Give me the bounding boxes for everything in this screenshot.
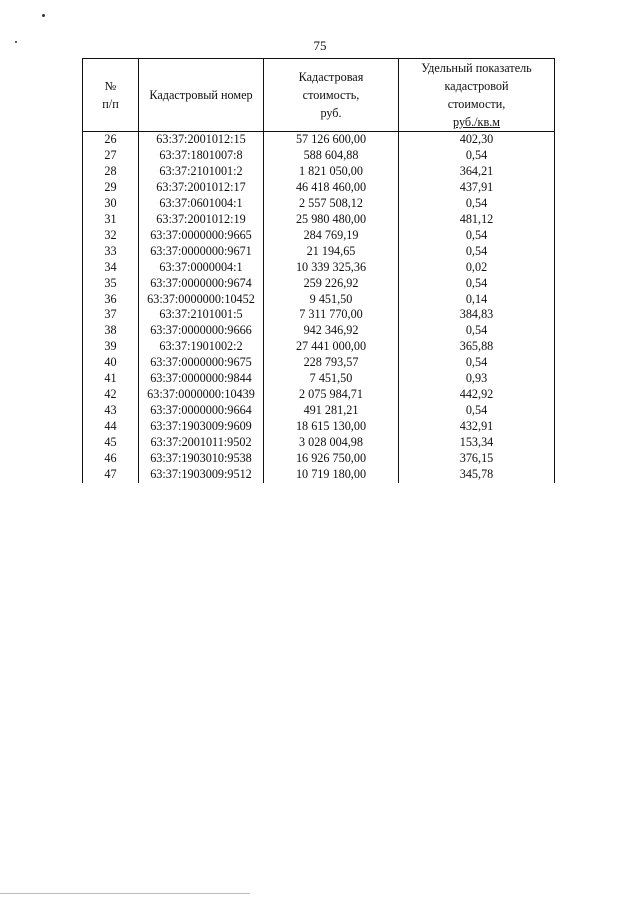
table-header-row: [83, 59, 555, 132]
specific-indicator-cell: 0,54: [399, 355, 555, 371]
row-number-cell: 31: [83, 212, 139, 228]
cadastral-number-cell: 63:37:0000000:9665: [139, 228, 264, 244]
cadastral-value-cell: 228 793,57: [264, 355, 399, 371]
specific-indicator-cell: 345,78: [399, 467, 555, 483]
header-specific-indicator: [399, 59, 555, 132]
row-number-cell: 36: [83, 292, 139, 308]
header-cadastral-value-line: руб.: [320, 106, 342, 120]
table-row: [83, 164, 555, 180]
cadastral-value-cell: 1 821 050,00: [264, 164, 399, 180]
header-cadastral-value-line: стоимость,: [302, 88, 360, 102]
cadastral-number-cell: 63:37:0601004:1: [139, 196, 264, 212]
table-row: [83, 435, 555, 451]
cadastral-value-cell: 10 719 180,00: [264, 467, 399, 483]
cadastral-number-cell: 63:37:1903009:9512: [139, 467, 264, 483]
table-row: [83, 276, 555, 292]
specific-indicator-cell: 437,91: [399, 180, 555, 196]
cadastral-value-cell: 491 281,21: [264, 403, 399, 419]
header-cadastral-number-label: Кадастровый номер: [149, 88, 253, 102]
cadastral-table: [82, 58, 555, 483]
table-row: [83, 148, 555, 164]
row-number-cell: 40: [83, 355, 139, 371]
cadastral-value-cell: 10 339 325,36: [264, 260, 399, 276]
cadastral-number-cell: 63:37:1903009:9609: [139, 419, 264, 435]
specific-indicator-cell: 0,54: [399, 276, 555, 292]
table-row: [83, 180, 555, 196]
cadastral-number-cell: 63:37:0000000:9666: [139, 323, 264, 339]
specific-indicator-cell: 402,30: [399, 132, 555, 148]
cadastral-number-cell: 63:37:2001012:17: [139, 180, 264, 196]
specific-indicator-cell: 0,54: [399, 196, 555, 212]
table-row: [83, 292, 555, 308]
cadastral-number-cell: 63:37:2001012:19: [139, 212, 264, 228]
cadastral-number-cell: 63:37:2101001:5: [139, 307, 264, 323]
specific-indicator-cell: 0,54: [399, 228, 555, 244]
header-cadastral-value-line: Кадастровая: [298, 70, 364, 84]
cadastral-number-cell: 63:37:1903010:9538: [139, 451, 264, 467]
cadastral-value-cell: 57 126 600,00: [264, 132, 399, 148]
row-number-cell: 30: [83, 196, 139, 212]
row-number-cell: 39: [83, 339, 139, 355]
cadastral-number-cell: 63:37:2001011:9502: [139, 435, 264, 451]
row-number-cell: 47: [83, 467, 139, 483]
cadastral-number-cell: 63:37:0000004:1: [139, 260, 264, 276]
cadastral-value-cell: 9 451,50: [264, 292, 399, 308]
specific-indicator-cell: 0,14: [399, 292, 555, 308]
specific-indicator-cell: 0,54: [399, 403, 555, 419]
header-cadastral-number: [139, 59, 264, 132]
cadastral-value-cell: 46 418 460,00: [264, 180, 399, 196]
cadastral-value-cell: 27 441 000,00: [264, 339, 399, 355]
specific-indicator-cell: 432,91: [399, 419, 555, 435]
row-number-cell: 28: [83, 164, 139, 180]
row-number-cell: 38: [83, 323, 139, 339]
header-num: [83, 59, 139, 132]
cadastral-value-cell: 3 028 004,98: [264, 435, 399, 451]
cadastral-value-cell: 16 926 750,00: [264, 451, 399, 467]
specific-indicator-cell: 153,34: [399, 435, 555, 451]
specific-indicator-cell: 481,12: [399, 212, 555, 228]
header-specific-indicator-line: руб./кв.м: [453, 115, 500, 129]
table-row: [83, 355, 555, 371]
row-number-cell: 37: [83, 307, 139, 323]
header-num-line: п/п: [102, 97, 119, 111]
table-row: [83, 196, 555, 212]
cadastral-number-cell: 63:37:2101001:2: [139, 164, 264, 180]
table-row: [83, 371, 555, 387]
row-number-cell: 26: [83, 132, 139, 148]
row-number-cell: 34: [83, 260, 139, 276]
table-row: [83, 244, 555, 260]
cadastral-number-cell: 63:37:0000000:10439: [139, 387, 264, 403]
header-specific-indicator-line: кадастровой: [444, 79, 509, 93]
cadastral-value-cell: 7 311 770,00: [264, 307, 399, 323]
table-row: [83, 403, 555, 419]
row-number-cell: 35: [83, 276, 139, 292]
row-number-cell: 33: [83, 244, 139, 260]
row-number-cell: 32: [83, 228, 139, 244]
cadastral-value-cell: 7 451,50: [264, 371, 399, 387]
cadastral-number-cell: 63:37:1801007:8: [139, 148, 264, 164]
specific-indicator-cell: 384,83: [399, 307, 555, 323]
cadastral-number-cell: 63:37:0000000:9674: [139, 276, 264, 292]
cadastral-number-cell: 63:37:1901002:2: [139, 339, 264, 355]
cadastral-value-cell: 25 980 480,00: [264, 212, 399, 228]
table-row: [83, 387, 555, 403]
table-row: [83, 307, 555, 323]
row-number-cell: 41: [83, 371, 139, 387]
cadastral-value-cell: 284 769,19: [264, 228, 399, 244]
cadastral-table-container: [82, 58, 554, 483]
specific-indicator-cell: 442,92: [399, 387, 555, 403]
table-row: [83, 260, 555, 276]
cadastral-value-cell: 2 557 508,12: [264, 196, 399, 212]
cadastral-number-cell: 63:37:2001012:15: [139, 132, 264, 148]
table-body: [83, 132, 555, 483]
cadastral-value-cell: 2 075 984,71: [264, 387, 399, 403]
header-cadastral-value: [264, 59, 399, 132]
row-number-cell: 42: [83, 387, 139, 403]
table-row: [83, 467, 555, 483]
table-row: [83, 419, 555, 435]
row-number-cell: 43: [83, 403, 139, 419]
cadastral-number-cell: 63:37:0000000:9844: [139, 371, 264, 387]
specific-indicator-cell: 0,54: [399, 323, 555, 339]
cadastral-value-cell: 21 194,65: [264, 244, 399, 260]
header-specific-indicator-line: стоимости,: [447, 97, 506, 111]
header-num-line: №: [104, 79, 117, 93]
page-number: 75: [313, 38, 327, 53]
row-number-cell: 44: [83, 419, 139, 435]
specific-indicator-cell: 376,15: [399, 451, 555, 467]
specific-indicator-cell: 0,02: [399, 260, 555, 276]
cadastral-number-cell: 63:37:0000000:9675: [139, 355, 264, 371]
specific-indicator-cell: 0,54: [399, 148, 555, 164]
cadastral-value-cell: 18 615 130,00: [264, 419, 399, 435]
table-row: [83, 451, 555, 467]
cadastral-number-cell: 63:37:0000000:9671: [139, 244, 264, 260]
specific-indicator-cell: 0,93: [399, 371, 555, 387]
specific-indicator-cell: 364,21: [399, 164, 555, 180]
specific-indicator-cell: 0,54: [399, 244, 555, 260]
table-row: [83, 323, 555, 339]
cadastral-number-cell: 63:37:0000000:9664: [139, 403, 264, 419]
table-row: [83, 212, 555, 228]
table-row: [83, 132, 555, 148]
scan-speck: [42, 14, 45, 17]
table-row: [83, 228, 555, 244]
row-number-cell: 27: [83, 148, 139, 164]
specific-indicator-cell: 365,88: [399, 339, 555, 355]
row-number-cell: 45: [83, 435, 139, 451]
row-number-cell: 46: [83, 451, 139, 467]
table-row: [83, 339, 555, 355]
table-header: [83, 59, 555, 132]
cadastral-number-cell: 63:37:0000000:10452: [139, 292, 264, 308]
cadastral-value-cell: 942 346,92: [264, 323, 399, 339]
row-number-cell: 29: [83, 180, 139, 196]
header-specific-indicator-line: Удельный показатель: [421, 61, 532, 75]
cadastral-value-cell: 588 604,88: [264, 148, 399, 164]
cadastral-value-cell: 259 226,92: [264, 276, 399, 292]
bottom-rule: [0, 893, 250, 894]
